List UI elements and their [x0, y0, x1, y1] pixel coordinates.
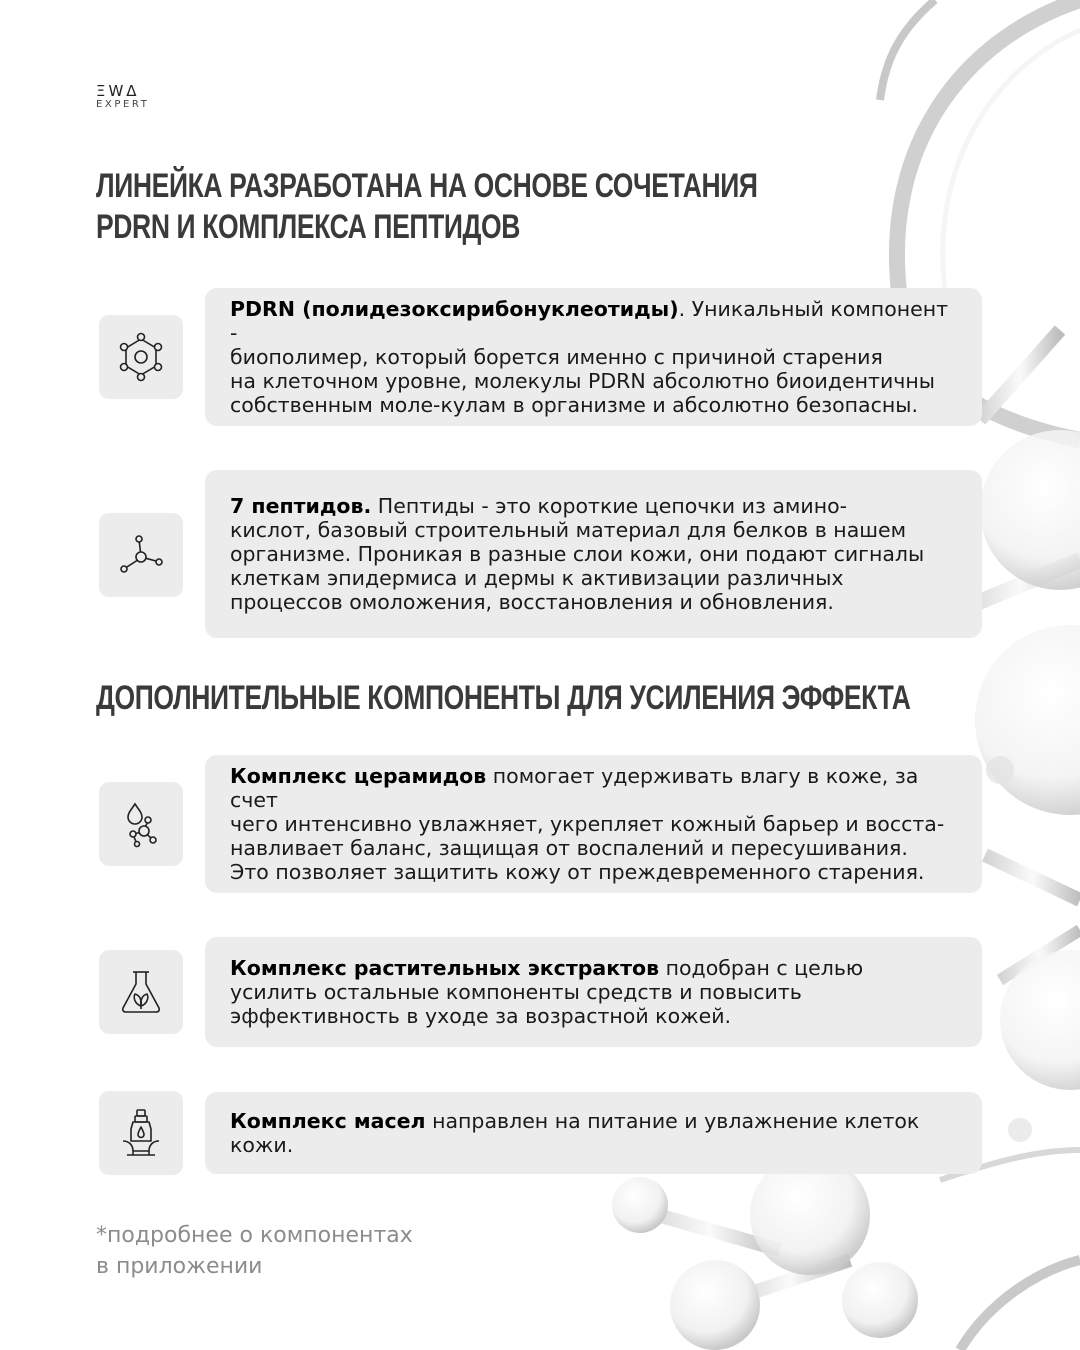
oils-description: [230, 1109, 958, 1157]
section-heading-additional: ДОПОЛНИТЕЛЬНЫЕ КОМПОНЕНТЫ ДЛЯ УСИЛЕНИЯ ЭФФЕКТА: [96, 679, 911, 717]
oils-title: Комплекс масел: [230, 1109, 426, 1133]
pdrn-card: [205, 288, 982, 426]
peptides-text: Пептиды - это короткие цепочки из амино- кислот, базовый строительный материал для белков в нашем организме. Проникая в разные слои кожи, они подают сигналы клеткам эпидермиса и дермы к активизации различных процессов омоложения, восстановления и обновления.: [230, 494, 925, 614]
ceramides-icon-box: [99, 782, 183, 866]
peptides-card: [205, 470, 982, 638]
oils-card: [205, 1092, 982, 1174]
section-heading-base: [96, 166, 758, 248]
oil-bottle-icon: [115, 1107, 167, 1159]
footnote: *подробнее о компонентах в приложении: [96, 1223, 413, 1279]
peptides-title: 7 пептидов.: [230, 494, 372, 518]
ceramides-title: Комплекс церамидов: [230, 764, 487, 788]
peptide-chain-icon: [115, 529, 167, 581]
section-heading-base-text: ЛИНЕЙКА РАЗРАБОТАНА НА ОСНОВЕ СОЧЕТАНИЯ PDRN И КОМПЛЕКСА ПЕПТИДОВ: [96, 167, 758, 246]
pdrn-text: . Уникальный компонент - биополимер, который борется именно с причиной старения на клеточном уровне, молекулы PDRN абсолютно биоидентичны собственным моле-кулам в организме и абсолютно безопасны.: [230, 297, 949, 417]
extracts-card: [205, 937, 982, 1047]
logo-mark: ΞWΔ: [96, 82, 140, 100]
ceramides-description: [230, 764, 958, 884]
flask-leaf-icon: [115, 966, 167, 1018]
pdrn-icon-box: [99, 315, 183, 399]
pdrn-description: [230, 297, 958, 417]
ceramides-text: помогает удерживать влагу в коже, за счет чего интенсивно увлажняет, укрепляет кожный барьер и восста- навливает баланс, защищая от воспалений и пересушивания. Это позволяет защитить кожу от преждевременного старения.: [230, 764, 945, 884]
oils-icon-box: [99, 1091, 183, 1175]
molecule-ring-icon: [115, 331, 167, 383]
droplet-molecule-icon: [115, 798, 167, 850]
extracts-icon-box: [99, 950, 183, 1034]
extracts-text: подобран с целью усилить остальные компоненты средств и повысить эффективность в уходе за возрастной кожей.: [230, 956, 864, 1028]
logo-subtitle: EXPERT: [96, 99, 150, 110]
peptides-description: [230, 494, 924, 614]
brand-logo: [96, 84, 149, 110]
oils-text: направлен на питание и увлажнение клеток кожи.: [230, 1109, 920, 1157]
peptides-icon-box: [99, 513, 183, 597]
extracts-description: [230, 956, 863, 1028]
ceramides-card: [205, 755, 982, 893]
extracts-title: Комплекс растительных экстрактов: [230, 956, 660, 980]
pdrn-title: PDRN (полидезоксирибонуклеотиды): [230, 297, 679, 321]
